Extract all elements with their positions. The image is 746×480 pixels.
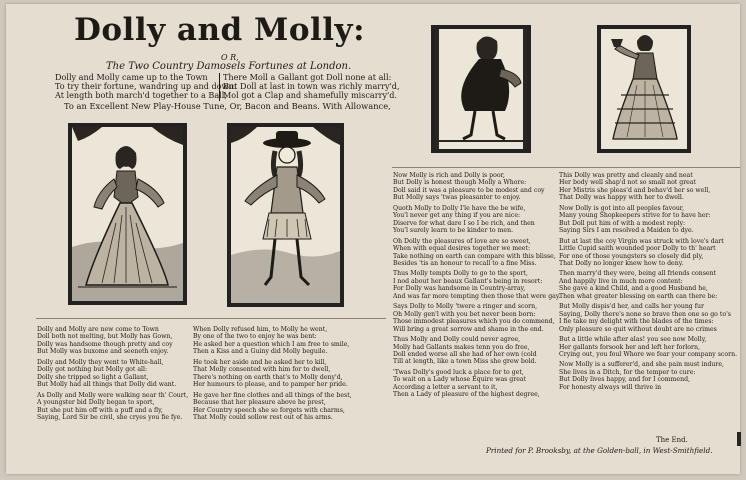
verse-line: Now Dolly is got into all peoples favour, [559,204,685,212]
stanza [393,336,560,366]
verse-line: Only pleasure so quit without doubt are no crimes [559,325,717,333]
verse-line: Dolly and Molly they went to White-hall, [37,358,164,366]
verse-line: I nod about her beaux Gallant's being in resort: [393,277,543,285]
verse-line: But at last the coy Virgin was struck with love's dart [559,237,724,245]
tune-line: To an Excellent New Play-House Tune, Or, Bacon and Beans. With Allowance, [64,101,391,111]
printer-imprint: Printed for P. Brooksby, at the Golden-ball, in West-Smithfield. [486,446,713,455]
stanza [193,326,352,356]
verse-line: But Doll put him of with a modest reply: [559,219,686,227]
stanza [559,361,737,391]
woodcut-gentleman-hat [227,123,344,307]
verse-line: But Molly had all things that Dolly did want. [37,381,177,389]
stanza [559,336,737,358]
verse-line: 'Twas Dolly's good luck a place for to get, [393,368,524,376]
verse-line: He asked her a question which I am free to smile, [193,340,350,348]
verse-line: Oh Molly gen'l with you bet never been born: [393,310,536,318]
verse-line: That Dolly was happy with her to dwell. [559,194,684,202]
verse-line: But Molly says 'twas pleasanter to enjoy. [393,194,521,202]
verse-line: Then a Kiss and a Guiny did Molly beguile. [193,348,328,356]
verse-line: Now Molly is a sufferer'd, and she pain must indure, [559,361,724,369]
verse-line: A youngster bid Dolly began to sport, [37,399,155,407]
verse-column-4 [559,172,737,394]
verse-line: For Dolly was handsome in Country-array, [393,285,526,293]
stanza [559,238,737,268]
verse-line: For one of those youngsters so closely did ply, [559,252,704,260]
verse-line: You'l surely learn to be kinder to men. [393,227,514,235]
verse-line: But she put him off with a puff and a fly, [37,406,163,414]
intro-row [55,90,398,101]
verse-line: Then what greater blessing on earth can there be: [559,292,718,300]
verse-line: Thus Molly tempts Dolly to go to the sport, [393,270,528,278]
verse-line: Till at length, like a town Miss she grew bold. [393,358,537,366]
verse-line: And happily live in much more content: [559,277,683,285]
verse-line: Now Molly is rich and Dolly is poor, [393,172,505,179]
verse-line: You'l never get any thing if you are nice: [393,212,521,220]
verse-line: Because that her pleasure above he prest, [193,399,326,407]
verse-line: Oh Dolly the pleasures of love are so sweet, [393,237,531,245]
verse-line: Will bring a great sorrow and shame in the end. [393,325,544,333]
stanza [393,369,560,399]
verse-line: That Dolly no longer knew how to deny. [559,259,684,267]
verse-line: Her body well shap'd not so small not great [559,179,697,187]
stanza [559,303,737,333]
broadside-sheet [6,4,740,474]
verse-line: Then marry'd they were, being all friends consent [559,270,717,278]
verse-line: Dolly and Molly are new come to Town [37,326,159,333]
verse-line: This Dolly was pretty and cleanly and neat [559,172,693,179]
stanza [393,303,560,333]
intro-left: At length both march'd together to a Ball, [55,90,227,101]
verse-column-1 [37,326,188,424]
intro-left: Dolly and Molly came up to the Town [55,72,208,82]
verse-line: Saying, Dolly there's none so brave then one so go to's [559,310,731,318]
verse-line: Take nothing on earth can compare with this blisse, [393,252,556,260]
or-line: O R, [221,53,239,62]
stanza [559,205,737,235]
verse-line: Says Dolly to Molly 'twere a ringer and scorn, [393,303,538,311]
ballad-title: Dolly and Molly: [74,12,366,48]
page-mark [737,432,741,446]
verse-column-2 [193,326,352,424]
stanza [37,392,188,422]
stanza [393,270,560,300]
verse-line: Thus Molly and Dolly could never agree, [393,336,521,344]
verse-line: And was far more tempting then those that were gay. [393,292,561,300]
verse-line: That Molly consented with him for to dwell, [193,366,331,374]
verse-line: Doll both not melting, but Molly has Gown, [37,333,173,341]
verse-line: Saying Sirs I am resolved a Maiden to dye. [559,227,694,235]
verse-line: Quoth Molly to Dolly I'le have the be wife, [393,204,526,212]
verse-line: Many young Shopkeepers strive for to have her: [559,212,711,220]
verse-line: Saying, Lord Sir be civil, she cryes you fie fye. [37,413,183,421]
stanza [37,359,188,389]
verse-line: Her gallants forsook her and left her forlorn, [559,343,700,351]
intro-verse [55,72,400,101]
column-rule [392,167,740,168]
stanza [559,172,737,202]
woodcut-lady-gown [68,123,187,305]
verse-line: Dolly was handsome though pretty and coy [37,340,173,348]
verse-line: There's nothing on earth that's to Molly deny'd, [193,373,343,381]
verse-line: Her Mistris she pleas'd and behav'd her so well, [559,186,711,194]
verse-line: Doll ended worse all she had of her own (cold [393,350,537,358]
verse-line: Diserve for what dare I so I be rich, and then [393,219,535,227]
verse-line: He took her aside and he asked her to kill, [193,358,327,366]
the-end: The End. [656,436,688,444]
verse-line: To wait on a Lady whose Equire was great [393,376,527,384]
stanza [393,172,560,202]
verse-line: Crying out, you foul Whore we fear your company scorn. [559,350,738,358]
stanza [559,270,737,300]
verse-line: Then a Lady of pleasure of the highest degree, [393,391,540,399]
intro-right: But Doll at last in town was richly marry'd, [219,82,400,91]
verse-line: He gave her fine clothes and all things of the best, [193,391,352,399]
verse-line: Molly had Gallants makes tenn you do free, [393,343,530,351]
stanza [393,205,560,235]
intro-left: To try their fortune, wandring up and down: [55,81,237,92]
woodcut-cavalier-cloak [431,25,531,153]
verse-line: Besides 'tis an honour to recall to a fine Miss. [393,259,537,267]
verse-line: She gave a kind Child, and a good Husband he, [559,285,708,293]
verse-line: But Molly was buxome and seeneth enjoy. [37,348,169,356]
verse-line: Her humours to please, and to pamper her pride. [193,381,348,389]
verse-line: As Dolly and Molly were walking near th' Court, [37,391,189,399]
verse-line: When with equal desires together we meet: [393,245,531,253]
verse-column-3 [393,172,560,402]
intro-right: There Moll a Gallant got Doll none at all: [219,73,391,82]
verse-line: But Dolly is honest though Molly a Whore: [393,179,527,187]
stanza [193,392,352,422]
verse-line: According a letter a servant to it, [393,383,498,391]
verse-line: When Dolly refused him, to Molly he went, [193,326,328,333]
stanza [193,359,352,389]
verse-line: Those immodest pleasures which you do commend, [393,318,555,326]
verse-line: That Molly could sollow rest out of his arms. [193,413,333,421]
verse-line: Dolly she tripped so light a Gallant, [37,373,149,381]
column-rule [36,318,386,319]
verse-line: Little Cupid saith wounded poor Dolly to th' heart [559,245,716,253]
verse-line: But a little while after alas! you see now Molly, [559,336,707,344]
verse-line: Dolly got nothing but Molly got all: [37,366,148,374]
verse-line: I fie take my delight with the blades of the times: [559,318,714,326]
verse-line: But Molly dispis'd her, and calls her young fur [559,303,704,311]
intro-right: Mol got a Clap and shamefully miscarry'd. [219,91,397,100]
verse-line: Her Country speech she so forgets with charms, [193,406,345,414]
verse-line: For honesty always will thrive in [559,383,662,391]
verse-line: By one of the two to enjoy he was bent: [193,333,317,341]
verse-line: Doll said it was a pleasure to be modest and coy [393,186,545,194]
woodcut-lady-cup [597,25,691,153]
stanza [37,326,188,356]
verse-line: But Dolly lives happy, and for I commend, [559,376,691,384]
stanza [393,238,560,268]
subtitle: The Two Country Damosels Fortunes at London. [106,61,352,72]
verse-line: She lives in a Ditch, for the temper to cure: [559,368,696,376]
